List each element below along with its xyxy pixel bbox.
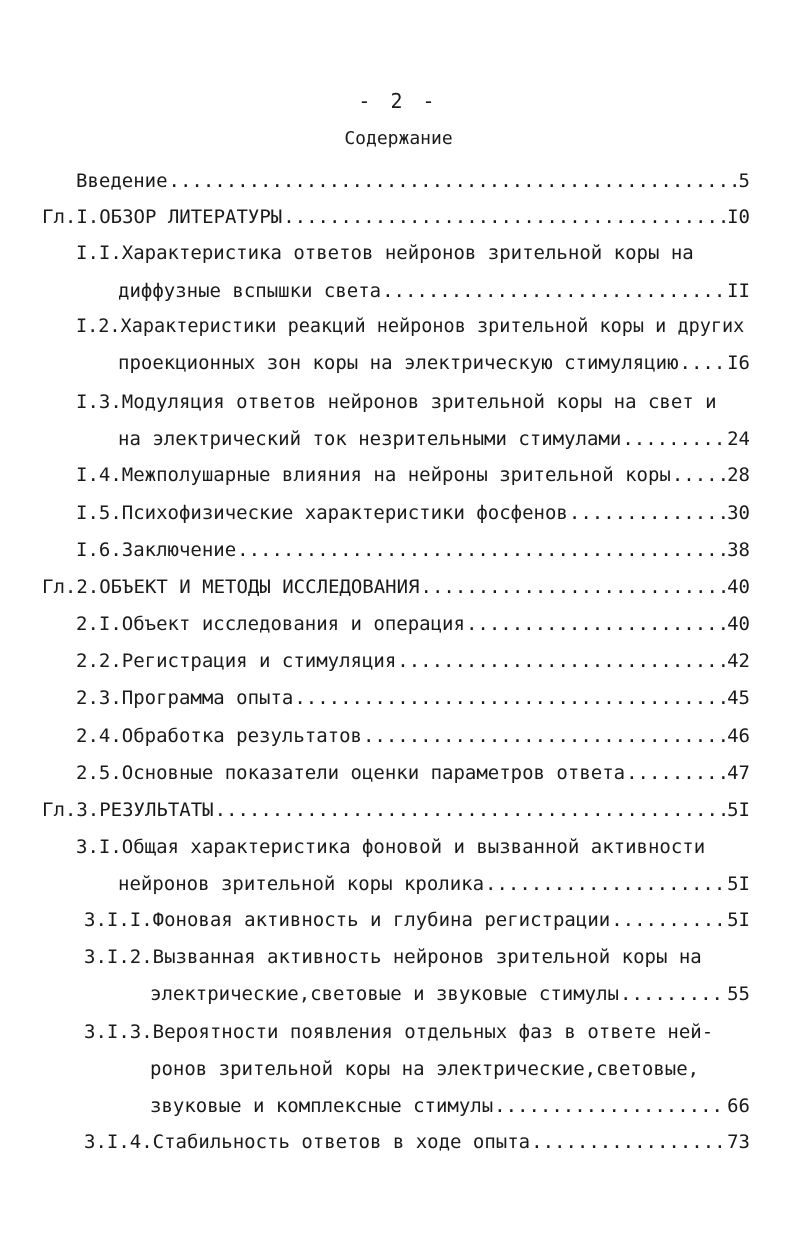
toc-entry-text: диффузные вспышки света — [118, 280, 382, 302]
toc-entry-1-3 — [118, 430, 750, 449]
toc-entry-text: электрические,световые и звуковые стимулы — [150, 983, 619, 1005]
toc-entry-text: на электрический ток незрительными стимулами — [118, 428, 622, 450]
toc-entry-1-2-line1: I.2.Характеристики реакций нейронов зрительной коры и других — [76, 316, 745, 337]
dot-leader — [283, 208, 726, 227]
toc-entry-1-5 — [76, 504, 750, 523]
dot-leader — [421, 578, 727, 597]
toc-entry-text: нейронов зрительной коры кролика — [118, 873, 485, 895]
toc-entry-page: 5 — [738, 170, 750, 192]
toc-entry-text: Гл.2.ОБЪЕКТ И МЕТОДЫ ИССЛЕДОВАНИЯ — [42, 576, 420, 598]
toc-entry-3-1-2 — [150, 985, 750, 1004]
toc-entry-page: 42 — [727, 650, 750, 672]
toc-entry-page: 45 — [727, 687, 750, 709]
toc-entry-intro — [76, 172, 750, 191]
toc-entry-2-5 — [76, 764, 750, 783]
toc-entry-page: 5I — [727, 873, 750, 895]
toc-entry-page: 46 — [727, 725, 750, 747]
toc-entry-page: I0 — [727, 206, 750, 228]
toc-chapter-1 — [42, 208, 750, 227]
dot-leader — [466, 615, 726, 634]
dot-leader — [680, 354, 727, 373]
toc-entry-text: звуковые и комплексные стимулы — [150, 1095, 494, 1117]
toc-entry-page: 24 — [727, 428, 750, 450]
dot-leader — [169, 172, 738, 191]
toc-entry-3-1-3-line2: ронов зрительной коры на электрические,световые, — [150, 1058, 700, 1080]
dot-leader — [622, 430, 726, 449]
dot-leader — [485, 875, 726, 894]
toc-entry-2-2 — [76, 652, 750, 671]
dot-leader — [363, 727, 726, 746]
dot-leader — [531, 1133, 726, 1152]
toc-entry-2-1 — [76, 615, 750, 634]
toc-entry-1-6 — [76, 541, 750, 560]
toc-entry-2-4 — [76, 727, 750, 746]
toc-entry-3-1-line1: 3.I.Общая характеристика фоновой и вызванной активности — [76, 836, 706, 858]
toc-chapter-2 — [42, 578, 750, 597]
toc-entry-page: 47 — [727, 762, 750, 784]
toc-entry-page: 38 — [727, 539, 750, 561]
dot-leader — [215, 801, 727, 820]
toc-entry-3-1-1 — [84, 911, 750, 930]
toc-entry-text: I.4.Межполушарные влияния на нейроны зрительной коры — [76, 464, 671, 486]
toc-entry-text: I.6.Заключение — [76, 539, 237, 561]
toc-entry-3-1-2-line1: 3.I.2.Вызванная активность нейронов зрительной коры на — [84, 946, 702, 968]
dot-leader — [626, 764, 726, 783]
toc-entry-text: 3.I.4.Стабильность ответов в ходе опыта — [84, 1131, 531, 1153]
toc-entry-text: 2.3.Программа опыта — [76, 687, 294, 709]
toc-entry-1-1 — [118, 282, 750, 301]
toc-entry-page: I6 — [727, 352, 750, 374]
toc-entry-3-1-3 — [150, 1097, 750, 1116]
toc-entry-page: 30 — [727, 502, 750, 524]
toc-entry-text: Гл.I.ОБЗОР ЛИТЕРАТУРЫ — [42, 206, 283, 228]
toc-entry-page: 5I — [727, 909, 750, 931]
dot-leader — [397, 652, 726, 671]
dot-leader — [382, 282, 726, 301]
toc-entry-page: 40 — [727, 613, 750, 635]
toc-entry-text: 2.I.Объект исследования и операция — [76, 613, 465, 635]
page-title: Содержание — [344, 128, 453, 149]
toc-entry-text: 2.2.Регистрация и стимуляция — [76, 650, 397, 672]
toc-entry-3-1-3-line1: 3.I.3.Вероятности появления отдельных фаз в ответе ней- — [84, 1021, 714, 1043]
dot-leader — [237, 541, 726, 560]
toc-entry-1-2 — [118, 354, 750, 373]
toc-chapter-3 — [42, 801, 750, 820]
dot-leader — [611, 911, 726, 930]
toc-entry-text: Гл.3.РЕЗУЛЬТАТЫ — [42, 799, 214, 821]
toc-entry-text: I.5.Психофизические характеристики фосфенов — [76, 502, 568, 524]
dot-leader — [294, 689, 726, 708]
toc-entry-page: II — [727, 280, 750, 302]
toc-entry-1-1-line1: I.I.Характеристика ответов нейронов зрительной коры на — [76, 242, 694, 264]
toc-entry-text: 2.4.Обработка результатов — [76, 725, 362, 747]
toc-entry-text: 2.5.Основные показатели оценки параметров ответа — [76, 762, 626, 784]
toc-entry-page: 28 — [727, 464, 750, 486]
page-number: - 2 - — [358, 89, 439, 113]
toc-entry-page: 55 — [727, 983, 750, 1005]
toc-entry-page: 66 — [727, 1095, 750, 1117]
toc-entry-page: 5I — [727, 799, 750, 821]
toc-entry-1-4 — [76, 466, 750, 485]
dot-leader — [569, 504, 726, 523]
toc-entry-2-3 — [76, 689, 750, 708]
dot-leader — [672, 466, 726, 485]
toc-entry-page: 73 — [727, 1131, 750, 1153]
toc-entry-text: проекционных зон коры на электрическую стимуляцию — [118, 352, 679, 374]
dot-leader — [620, 985, 726, 1004]
toc-entry-3-1-4 — [84, 1133, 750, 1152]
toc-entry-text: Введение — [76, 170, 168, 192]
toc-entry-page: 40 — [727, 576, 750, 598]
toc-entry-1-3-line1: I.3.Модуляция ответов нейронов зрительной коры на свет и — [76, 391, 717, 413]
toc-entry-text: 3.I.I.Фоновая активность и глубина регистрации — [84, 909, 611, 931]
dot-leader — [494, 1097, 726, 1116]
toc-entry-3-1 — [118, 875, 750, 894]
